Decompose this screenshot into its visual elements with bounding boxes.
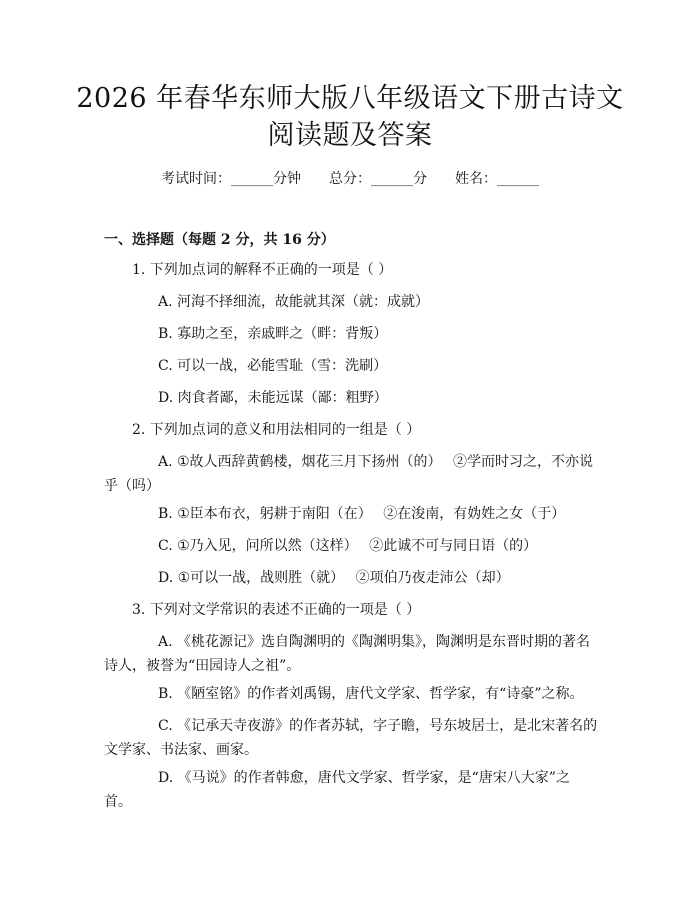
document-title-line-2: 阅读题及答案: [267, 120, 433, 151]
question-3-option-c: C. 《记承天寺夜游》的作者苏轼，字子瞻，号东坡居士，是北宋著名的: [158, 718, 598, 734]
section-heading-choice: 一、选择题（每题 2 分，共 16 分）: [104, 232, 335, 248]
question-2-stem: 2. 下列加点词的意义和用法相同的一组是（ ）: [132, 422, 421, 438]
question-1-option-d: D. 肉食者鄙，未能远谋（鄙：粗野）: [158, 390, 388, 406]
question-3-stem: 3. 下列对文学常识的表述不正确的一项是（ ）: [132, 602, 421, 618]
question-3-option-d: D. 《马说》的作者韩愈，唐代文学家、哲学家，是“唐宋八大家”之: [158, 770, 570, 786]
question-1-option-a: A. 河海不择细流，故能就其深（就：成就）: [158, 294, 430, 310]
question-3-option-a-continued: 诗人，被誉为“田园诗人之祖”。: [104, 658, 301, 674]
question-1-stem: 1. 下列加点词的解释不正确的一项是（ ）: [132, 262, 393, 278]
question-2-option-a-continued: 乎（吗）: [104, 478, 160, 494]
question-3-option-c-continued: 文学家、书法家、画家。: [104, 742, 258, 758]
question-3-option-b: B. 《陋室铭》的作者刘禹锡，唐代文学家、哲学家，有“诗豪”之称。: [158, 686, 584, 702]
question-2-option-c: C. ①乃入见，问所以然（这样） ②此诚不可与同日语（的）: [158, 538, 538, 554]
question-2-option-b: B. ①臣本布衣，躬耕于南阳（在） ②在浚南，有妫姓之女（于）: [158, 506, 566, 522]
question-2-option-d: D. ①可以一战，战则胜（就） ②项伯乃夜走沛公（却）: [158, 570, 510, 586]
question-3-option-d-continued: 首。: [104, 794, 132, 810]
document-title-line-1: 2026 年春华东师大版八年级语文下册古诗文: [76, 83, 624, 114]
question-3-option-a: A. 《桃花源记》选自陶渊明的《陶渊明集》，陶渊明是东晋时期的著名: [158, 634, 591, 650]
question-1-option-c: C. 可以一战，必能雪耻（雪：洗刷）: [158, 358, 388, 374]
exam-info-line: 考试时间：______分钟 总分：______分 姓名：______: [161, 171, 539, 187]
question-2-option-a: A. ①故人西辞黄鹤楼，烟花三月下扬州（的） ②学而时习之，不亦说: [158, 454, 594, 470]
question-1-option-b: B. 寡助之至，亲戚畔之（畔：背叛）: [158, 326, 388, 342]
